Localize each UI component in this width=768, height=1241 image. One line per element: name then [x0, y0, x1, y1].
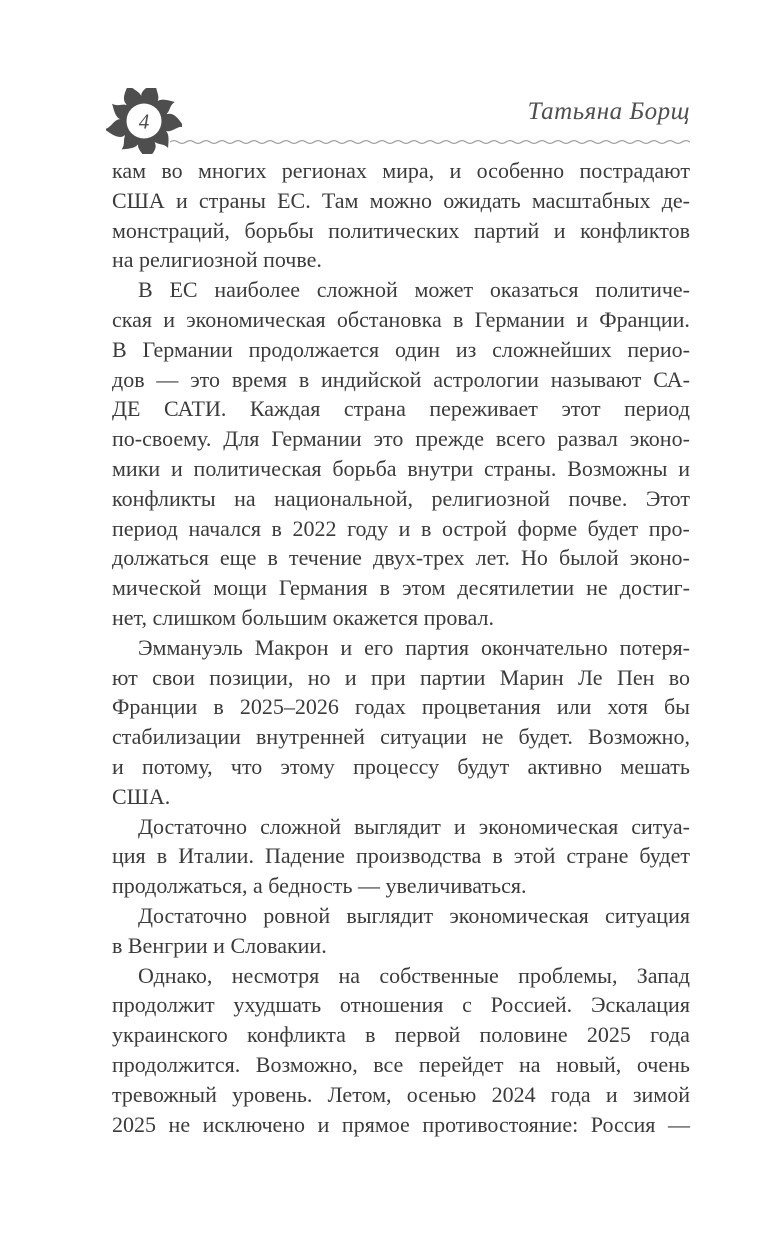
text-line: мики и политическая борьба внутри страны. Возможны и: [112, 455, 690, 481]
text-line: на религиозной почве.: [112, 247, 322, 273]
wavy-divider: [170, 138, 690, 146]
text-line: кам во многих регионах мира, и особенно пострадают: [112, 158, 690, 183]
page-body: [112, 156, 690, 1139]
page-number: 4: [138, 109, 150, 134]
text-line: ДЕ САТИ. Каждая страна переживает этот период: [112, 396, 690, 422]
text-line: В ЕС наиболее сложной может оказаться политиче-: [138, 277, 690, 303]
text-line: конфликты на национальной, религиозной почве. Этот: [112, 485, 690, 511]
text-line: тревожный уровень. Летом, осенью 2024 года и зимой: [112, 1081, 690, 1107]
text-line: украинского конфликта в первой половине 2025 года: [112, 1022, 690, 1048]
text-line: ская и экономическая обстановка в Германии и Франции.: [112, 306, 690, 332]
page-header: [0, 0, 768, 160]
text-line: Достаточно ровной выглядит экономическая ситуация: [138, 902, 690, 928]
text-line: ция в Италии. Падение производства в этой стране будет: [112, 843, 690, 869]
text-line: Франции в 2025–2026 годах процветания или хотя бы: [112, 694, 690, 720]
text-line: продолжит ухудшать отношения с Россией. Эскалация: [112, 992, 690, 1018]
text-line: и потому, что этому процессу будут активно мешать: [112, 753, 690, 779]
text-line: В Германии продолжается один из сложнейших перио-: [112, 336, 690, 362]
text-line: по-своему. Для Германии это прежде всего развал эконо-: [112, 426, 690, 452]
text-line: монстраций, борьбы политических партий и конфликтов: [112, 217, 690, 243]
text-line: Достаточно сложной выглядит и экономическая ситуа-: [138, 813, 690, 839]
text-line: Однако, несмотря на собственные проблемы, Запад: [138, 962, 690, 988]
text-line: должаться еще в течение двух-трех лет. Но былой эконо-: [112, 545, 690, 571]
text-line: Эммануэль Макрон и его партия окончательно потеря-: [138, 634, 690, 660]
text-line: нет, слишком большим окажется провал.: [112, 604, 494, 630]
author-name: Татьяна Борщ: [527, 98, 690, 125]
text-line: продолжится. Возможно, все перейдет на новый, очень: [112, 1051, 690, 1077]
text-line: продолжаться, а бедность — увеличиваться.: [112, 873, 527, 899]
text-line: период начался в 2022 году и в острой форме будет про-: [112, 515, 690, 541]
text-line: ют свои позиции, но и при партии Марин Ле Пен во: [112, 664, 690, 690]
text-line: мической мощи Германия в этом десятилетии не достиг-: [112, 575, 690, 601]
text-line: 2025 не исключено и прямое противостояние: Россия —: [112, 1111, 690, 1137]
text-line: США и страны ЕС. Там можно ожидать масштабных де-: [112, 187, 690, 213]
text-line: дов — это время в индийской астрологии называют СА-: [112, 366, 690, 392]
text-line: США.: [112, 783, 171, 809]
text-line: в Венгрии и Словакии.: [112, 932, 327, 958]
text-line: стабилизации внутренней ситуации не будет. Возможно,: [112, 724, 690, 750]
